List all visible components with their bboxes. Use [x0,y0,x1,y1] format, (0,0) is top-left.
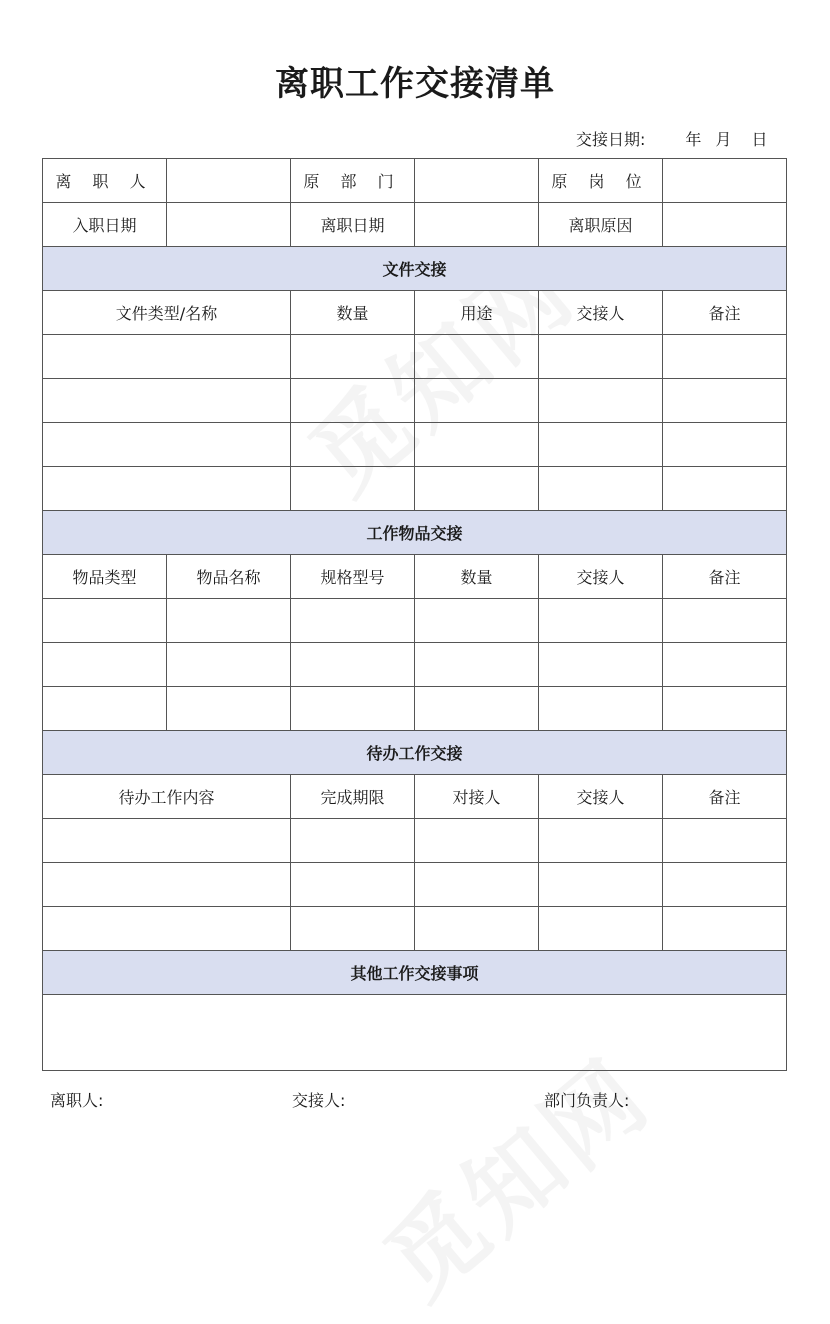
items-row [43,599,787,643]
files-section-row [43,247,787,291]
files-cell[interactable] [415,423,539,467]
items-cell[interactable] [291,687,415,731]
todo-header-remark: 备注 [663,775,787,819]
items-cell[interactable] [663,643,787,687]
items-cell[interactable] [539,687,663,731]
items-header-quantity: 数量 [415,555,539,599]
files-cell[interactable] [663,423,787,467]
date-year-unit: 年 [685,129,702,149]
todo-cell[interactable] [663,819,787,863]
items-header-row [43,555,787,599]
items-cell[interactable] [291,599,415,643]
items-row [43,687,787,731]
items-cell[interactable] [291,643,415,687]
items-section-row [43,511,787,555]
leaver-signature-label: 离职人: [50,1091,104,1110]
files-cell[interactable] [43,379,291,423]
original-post-field[interactable] [663,159,787,203]
info-row-1 [43,159,787,203]
items-cell[interactable] [663,599,787,643]
todo-header-deadline: 完成期限 [291,775,415,819]
files-cell[interactable] [415,379,539,423]
todo-header-receiver: 交接人 [539,775,663,819]
leave-reason-label: 离职原因 [539,203,663,247]
items-cell[interactable] [415,599,539,643]
files-cell[interactable] [539,379,663,423]
items-cell[interactable] [43,643,167,687]
files-cell[interactable] [43,467,291,511]
handover-date-label: 交接日期: [576,129,646,149]
original-post-label: 原 岗 位 [539,159,663,203]
todo-cell[interactable] [663,863,787,907]
handover-table [42,158,787,1071]
files-cell[interactable] [539,423,663,467]
items-cell[interactable] [43,599,167,643]
items-cell[interactable] [663,687,787,731]
files-row [43,335,787,379]
files-cell[interactable] [663,467,787,511]
files-cell[interactable] [415,335,539,379]
other-content-field[interactable] [43,995,787,1071]
files-cell[interactable] [291,379,415,423]
todo-cell[interactable] [43,907,291,951]
items-header-remark: 备注 [663,555,787,599]
files-cell[interactable] [291,423,415,467]
files-cell[interactable] [539,335,663,379]
files-header-receiver: 交接人 [539,291,663,335]
files-cell[interactable] [291,467,415,511]
todo-cell[interactable] [539,819,663,863]
todo-cell[interactable] [539,863,663,907]
files-header-purpose: 用途 [415,291,539,335]
todo-row [43,863,787,907]
date-month-unit: 月 [715,129,732,149]
files-row [43,423,787,467]
items-section-title: 工作物品交接 [43,511,787,555]
original-dept-field[interactable] [415,159,539,203]
files-row [43,467,787,511]
files-cell[interactable] [663,335,787,379]
todo-cell[interactable] [539,907,663,951]
files-cell[interactable] [43,335,291,379]
handover-date-row [576,128,786,148]
items-header-type: 物品类型 [43,555,167,599]
items-header-receiver: 交接人 [539,555,663,599]
todo-header-row [43,775,787,819]
other-section-row [43,951,787,995]
files-header-name: 文件类型/名称 [43,291,291,335]
leave-reason-field[interactable] [663,203,787,247]
todo-section-title: 待办工作交接 [43,731,787,775]
signature-row [50,1088,790,1108]
todo-cell[interactable] [43,863,291,907]
todo-cell[interactable] [415,819,539,863]
items-cell[interactable] [167,687,291,731]
original-dept-label: 原 部 门 [291,159,415,203]
todo-cell[interactable] [291,907,415,951]
todo-row [43,907,787,951]
files-cell[interactable] [43,423,291,467]
dept-head-signature-label: 部门负责人: [544,1091,630,1110]
todo-row [43,819,787,863]
date-day-unit: 日 [751,129,768,149]
todo-header-content: 待办工作内容 [43,775,291,819]
items-row [43,643,787,687]
files-header-row [43,291,787,335]
leaver-field[interactable] [167,159,291,203]
items-cell[interactable] [539,643,663,687]
files-cell[interactable] [663,379,787,423]
receiver-signature-label: 交接人: [292,1091,346,1110]
items-cell[interactable] [539,599,663,643]
files-cell[interactable] [539,467,663,511]
hire-date-label: 入职日期 [43,203,167,247]
leave-date-field[interactable] [415,203,539,247]
items-cell[interactable] [415,643,539,687]
files-cell[interactable] [415,467,539,511]
files-section-title: 文件交接 [43,247,787,291]
todo-cell[interactable] [663,907,787,951]
files-header-remark: 备注 [663,291,787,335]
items-cell[interactable] [167,599,291,643]
files-row [43,379,787,423]
todo-section-row [43,731,787,775]
items-header-spec: 规格型号 [291,555,415,599]
todo-cell[interactable] [291,819,415,863]
items-header-name: 物品名称 [167,555,291,599]
leaver-label: 离 职 人 [43,159,167,203]
page-title: 离职工作交接清单 [275,64,555,104]
hire-date-field[interactable] [167,203,291,247]
todo-cell[interactable] [43,819,291,863]
info-row-2 [43,203,787,247]
todo-cell[interactable] [291,863,415,907]
todo-header-contact: 对接人 [415,775,539,819]
files-header-quantity: 数量 [291,291,415,335]
other-content-row [43,995,787,1071]
items-cell[interactable] [167,643,291,687]
files-cell[interactable] [291,335,415,379]
todo-cell[interactable] [415,863,539,907]
other-section-title: 其他工作交接事项 [43,951,787,995]
todo-cell[interactable] [415,907,539,951]
items-cell[interactable] [415,687,539,731]
items-cell[interactable] [43,687,167,731]
leave-date-label: 离职日期 [291,203,415,247]
